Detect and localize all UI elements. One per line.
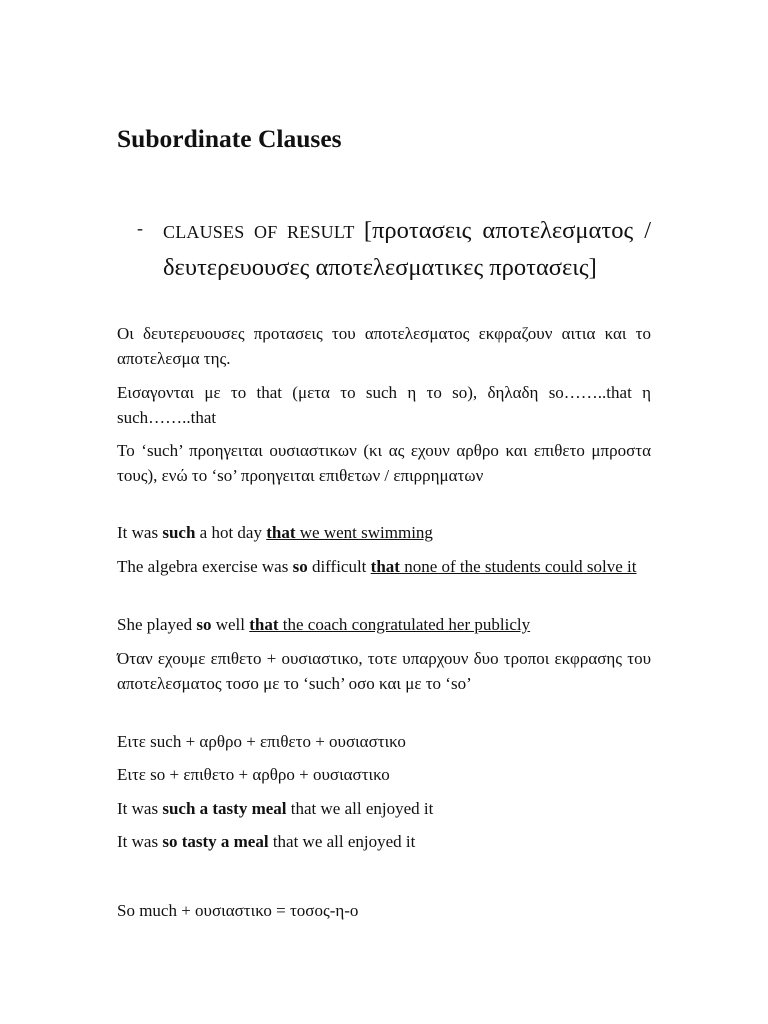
example-4-text: It was [117, 799, 163, 818]
example-sentence-5 [117, 830, 651, 855]
section-heading-latin: CLAUSES OF RESULT [163, 222, 364, 242]
example-4-highlight: such a tasty meal [162, 799, 287, 818]
example-3-text-mid: well [211, 615, 250, 634]
example-sentence-3 [117, 613, 651, 638]
example-2-result-clause: none of the students could solve it [399, 557, 637, 576]
example-sentence-1 [117, 521, 651, 546]
example-sentence-4 [117, 797, 651, 822]
example-2-keyword-that: that [370, 557, 400, 576]
example-3-keyword-so: so [196, 615, 212, 634]
paragraph-definition: Οι δευτερευουσες προτασεις του αποτελεσματος εκφραζουν αιτια και το αποτελεσμα της. [117, 324, 651, 368]
example-3-text: She played [117, 615, 197, 634]
example-1-result-clause: we went swimming [295, 523, 433, 542]
so-much-rule: So much + ουσιαστικο = τοσος-η-ο [117, 901, 359, 920]
example-1-text: It was [117, 523, 163, 542]
example-4-result-clause: that we all enjoyed it [286, 799, 434, 818]
section-heading-text [163, 214, 651, 288]
example-2-text: The algebra exercise was [117, 557, 293, 576]
example-5-text: It was [117, 832, 163, 851]
example-5-result-clause: that we all enjoyed it [268, 832, 416, 851]
example-5-highlight: so tasty a meal [162, 832, 269, 851]
section-heading-greek: [προτασεις αποτελεσματος / δευτερευουσες αποτελεσματικες προτασεις] [163, 217, 652, 281]
paragraph-introduction: Εισαγονται με το that (μετα το such η το so), δηλαδη so……..that η such……..that [117, 383, 651, 427]
example-3-result-clause: the coach congratulated her publicly [278, 615, 531, 634]
rule-such: Ειτε such + αρθρο + επιθετο + ουσιαστικο [117, 732, 406, 751]
example-1-keyword-such: such [162, 523, 196, 542]
list-bullet: - [137, 218, 143, 238]
example-sentence-2 [117, 555, 651, 580]
section-heading [117, 214, 651, 288]
example-2-keyword-so: so [292, 557, 308, 576]
example-3-keyword-that: that [249, 615, 279, 634]
rule-so: Ειτε so + επιθετο + αρθρο + ουσιαστικο [117, 765, 390, 784]
paragraph-two-ways: Όταν εχουμε επιθετο + ουσιαστικο, τοτε υπαρχουν δυο τροποι εκφρασης του αποτελεσματος τοσο με το ‘such’ οσο και με το ‘so’ [117, 649, 651, 693]
example-1-text-mid: a hot day [195, 523, 267, 542]
paragraph-such-so-usage: Το ‘such’ προηγειται ουσιαστικων (κι ας εχουν αρθρο και επιθετο μπροστα τους), ενώ το ‘so’ προηγειται επιθετων / επιρρηματων [117, 441, 651, 485]
example-2-text-mid: difficult [307, 557, 371, 576]
page-title: Subordinate Clauses [117, 124, 342, 153]
example-1-keyword-that: that [266, 523, 296, 542]
